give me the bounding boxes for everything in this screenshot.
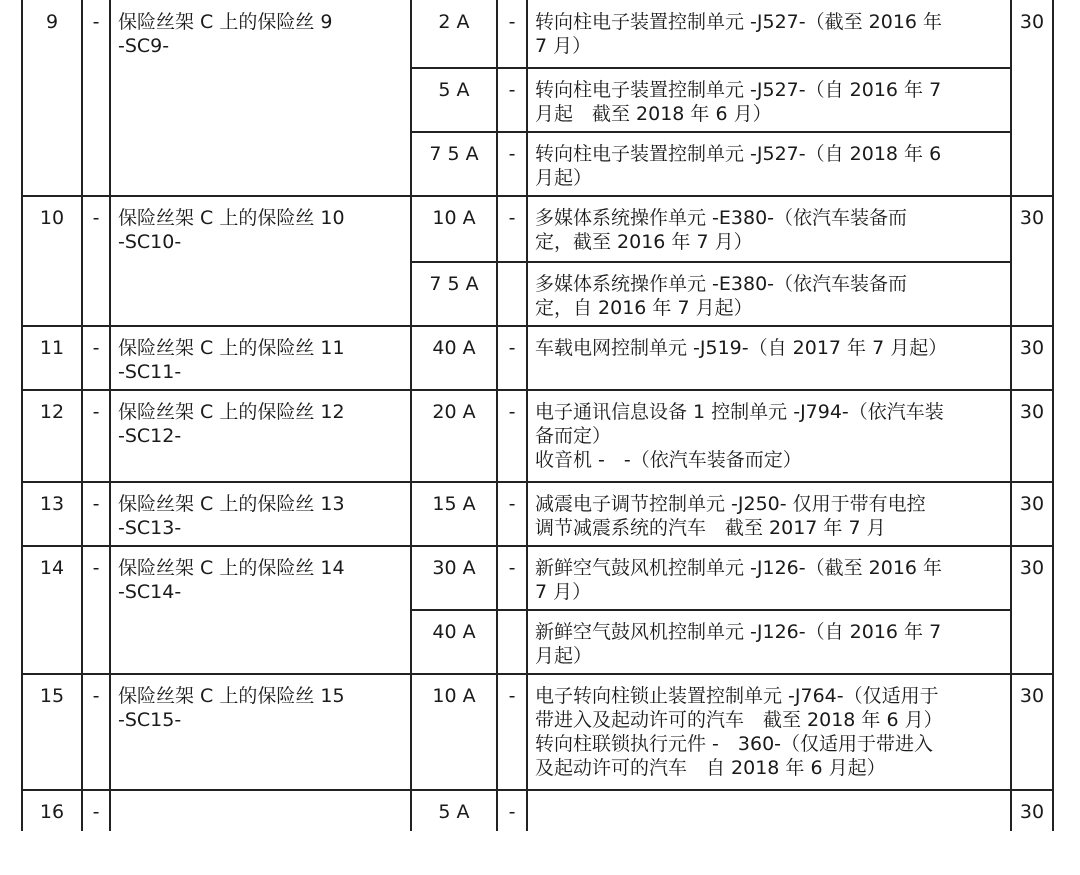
- row-mark: -: [92, 11, 100, 33]
- consumer-description: 新鲜空气鼓风机控制单元 -J126-（截至 2016 年 7 月）: [535, 557, 943, 603]
- row-divider: [22, 545, 1053, 547]
- fuse-rating: 5 A: [438, 79, 470, 101]
- sub-row-divider: [411, 67, 1011, 69]
- sub-mark: -: [508, 11, 516, 33]
- row-divider: [22, 673, 1053, 675]
- sub-mark: -: [508, 143, 516, 165]
- row-number: 14: [39, 557, 65, 579]
- circuit-value: 30: [1019, 401, 1045, 423]
- sub-row-divider: [411, 131, 1011, 133]
- page-bottom-margin: [0, 831, 1080, 875]
- circuit-value: 30: [1019, 801, 1045, 823]
- fuse-rating: 15 A: [432, 493, 476, 515]
- circuit-value: 30: [1019, 207, 1045, 229]
- sub-mark: -: [508, 685, 516, 707]
- fuse-rating: 5 A: [438, 801, 470, 823]
- circuit-value: 30: [1019, 557, 1045, 579]
- fuse-rating: 40 A: [432, 621, 476, 643]
- row-number: 11: [39, 337, 65, 359]
- sub-mark: -: [508, 557, 516, 579]
- row-mark: -: [92, 557, 100, 579]
- row-number: 9: [45, 11, 59, 33]
- consumer-description: 新鲜空气鼓风机控制单元 -J126-（自 2016 年 7 月起）: [535, 621, 942, 667]
- consumer-description: 电子通讯信息设备 1 控制单元 -J794-（依汽车装 备而定） 收音机 - -（依汽车装备而定）: [535, 401, 944, 471]
- row-divider: [22, 481, 1053, 483]
- consumer-description: 减震电子调节控制单元 -J250- 仅用于带有电控 调节减震系统的汽车 截至 2017 年 7 月: [535, 493, 926, 539]
- sub-mark: -: [508, 337, 516, 359]
- consumer-description: 多媒体系统操作单元 -E380-（依汽车装备而 定，自 2016 年 7 月起）: [535, 273, 908, 319]
- sub-mark: -: [508, 401, 516, 423]
- fuse-name: 保险丝架 C 上的保险丝 11 -SC11-: [118, 337, 345, 383]
- row-divider: [22, 325, 1053, 327]
- fuse-rating: 40 A: [432, 337, 476, 359]
- fuse-rating: 30 A: [432, 557, 476, 579]
- row-number: 15: [39, 685, 65, 707]
- fuse-name: 保险丝架 C 上的保险丝 15 -SC15-: [118, 685, 345, 731]
- circuit-value: 30: [1019, 685, 1045, 707]
- circuit-value: 30: [1019, 493, 1045, 515]
- row-mark: -: [92, 337, 100, 359]
- row-mark: -: [92, 493, 100, 515]
- consumer-description: 车载电网控制单元 -J519-（自 2017 年 7 月起）: [535, 337, 948, 359]
- fuse-rating: 20 A: [432, 401, 476, 423]
- row-mark: -: [92, 401, 100, 423]
- circuit-value: 30: [1019, 337, 1045, 359]
- fuse-name: 保险丝架 C 上的保险丝 9 -SC9-: [118, 11, 333, 57]
- fuse-rating: 10 A: [432, 207, 476, 229]
- row-number: 16: [39, 801, 65, 823]
- fuse-name: 保险丝架 C 上的保险丝 12 -SC12-: [118, 401, 345, 447]
- row-divider: [22, 195, 1053, 197]
- row-mark: -: [92, 207, 100, 229]
- fuse-rating: 7 5 A: [429, 143, 479, 165]
- fuse-name: 保险丝架 C 上的保险丝 10 -SC10-: [118, 207, 345, 253]
- row-divider: [22, 389, 1053, 391]
- consumer-description: 多媒体系统操作单元 -E380-（依汽车装备而 定，截至 2016 年 7 月）: [535, 207, 908, 253]
- fuse-name: 保险丝架 C 上的保险丝 14 -SC14-: [118, 557, 345, 603]
- row-number: 12: [39, 401, 65, 423]
- sub-mark: -: [508, 79, 516, 101]
- sub-row-divider: [411, 609, 1011, 611]
- fuse-name: 保险丝架 C 上的保险丝 13 -SC13-: [118, 493, 345, 539]
- fuse-rating: 2 A: [438, 11, 470, 33]
- circuit-value: 30: [1019, 11, 1045, 33]
- sub-mark: -: [508, 207, 516, 229]
- sub-mark: -: [508, 801, 516, 823]
- row-mark: -: [92, 685, 100, 707]
- sub-mark: -: [508, 493, 516, 515]
- consumer-description: 转向柱电子装置控制单元 -J527-（自 2018 年 6 月起）: [535, 143, 942, 189]
- row-number: 10: [39, 207, 65, 229]
- fuse-rating: 7 5 A: [429, 273, 479, 295]
- sub-row-divider: [411, 261, 1011, 263]
- consumer-description: 转向柱电子装置控制单元 -J527-（截至 2016 年 7 月）: [535, 11, 943, 57]
- row-mark: -: [92, 801, 100, 823]
- row-divider: [22, 789, 1053, 791]
- fuse-rating: 10 A: [432, 685, 476, 707]
- consumer-description: 转向柱电子装置控制单元 -J527-（自 2016 年 7 月起 截至 2018 年 6 月）: [535, 79, 942, 125]
- row-number: 13: [39, 493, 65, 515]
- consumer-description: 电子转向柱锁止装置控制单元 -J764-（仅适用于 带进入及起动许可的汽车 截至 2018 年 6 月） 转向柱联锁执行元件 - 360-（仅适用于带进入 及起动许可的汽车 自 2018 年 6 月起）: [535, 685, 943, 779]
